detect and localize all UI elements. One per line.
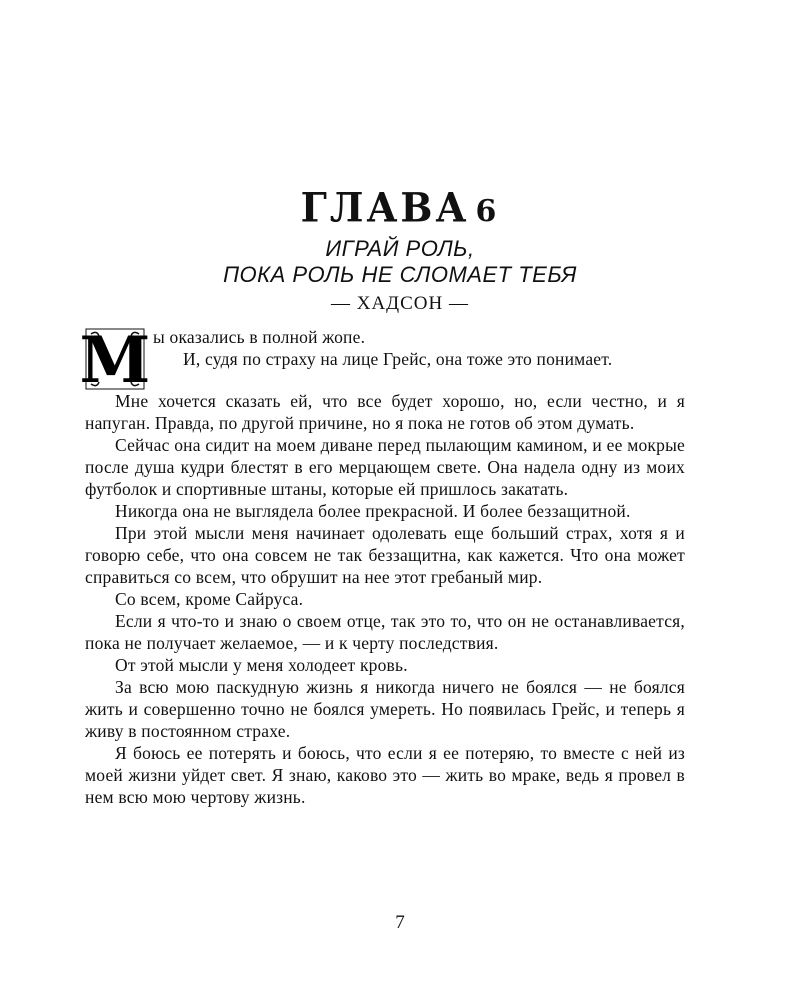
chapter-heading — [0, 184, 800, 236]
dropcap — [79, 323, 151, 398]
paragraph: За всю мою паскудную жизнь я никогда ничего не боялся — не боялся жить и совершенно точно не боялся умереть. Но появилась Грейс, и теперь я живу в постоянном страхе. — [85, 677, 685, 741]
chapter-number: 6 — [475, 194, 500, 229]
chapter-title-line-2: ПОКА РОЛЬ НЕ СЛОМАЕТ ТЕБЯ — [223, 262, 577, 287]
narrator-label: — ХАДСОН — — [330, 293, 470, 314]
paragraph: От этой мысли у меня холодеет кровь. — [115, 655, 408, 675]
paragraph: И, судя по страху на лице Грейс, она тоже это понимает. — [183, 349, 613, 369]
paragraph: Со всем, кроме Сайруса. — [115, 589, 304, 609]
dropcap-ornament — [79, 323, 151, 398]
paragraph: Если я что-то и знаю о своем отце, так это то, что он не останавливается, пока не получает желаемое, — и к черту последствия. — [85, 611, 685, 653]
chapter-title — [0, 236, 800, 288]
paragraph: Я боюсь ее потерять и боюсь, что если я ее потеряю, то вместе с ней из моей жизни уйдет свет. Я знаю, каково это — жить во мраке, ведь я провел в нем всю мою чертову жизнь. — [85, 743, 685, 807]
paragraph: При этой мысли меня начинает одолевать еще больший страх, хотя я и говорю себе, что она совсем не так беззащитна, как кажется. Что она может справиться со всем, что обрушит на нее этот гребаный мир. — [85, 523, 685, 587]
paragraph: Никогда она не выглядела более прекрасной. И более беззащитной. — [115, 501, 631, 521]
chapter-title-line-1: ИГРАЙ РОЛЬ, — [325, 236, 475, 261]
paragraph: Сейчас она сидит на моем диване перед пылающим камином, и ее мокрые после душа кудри блестят в его мерцающем свете. Она надела одну из моих футболок и спортивные штаны, которые ей пришлось закатать. — [85, 435, 685, 499]
dropcap-letter: М — [79, 323, 151, 398]
chapter-body — [79, 323, 685, 808]
chapter-label: ГЛАВА — [300, 183, 470, 232]
page-number: 7 — [395, 912, 405, 933]
paragraph-text: ы оказались в полной жопе. — [153, 327, 366, 347]
paragraph: Мне хочется сказать ей, что все будет хорошо, но, если честно, и я напуган. Правда, по другой причине, но я пока не готов об этом думать. — [85, 391, 685, 433]
